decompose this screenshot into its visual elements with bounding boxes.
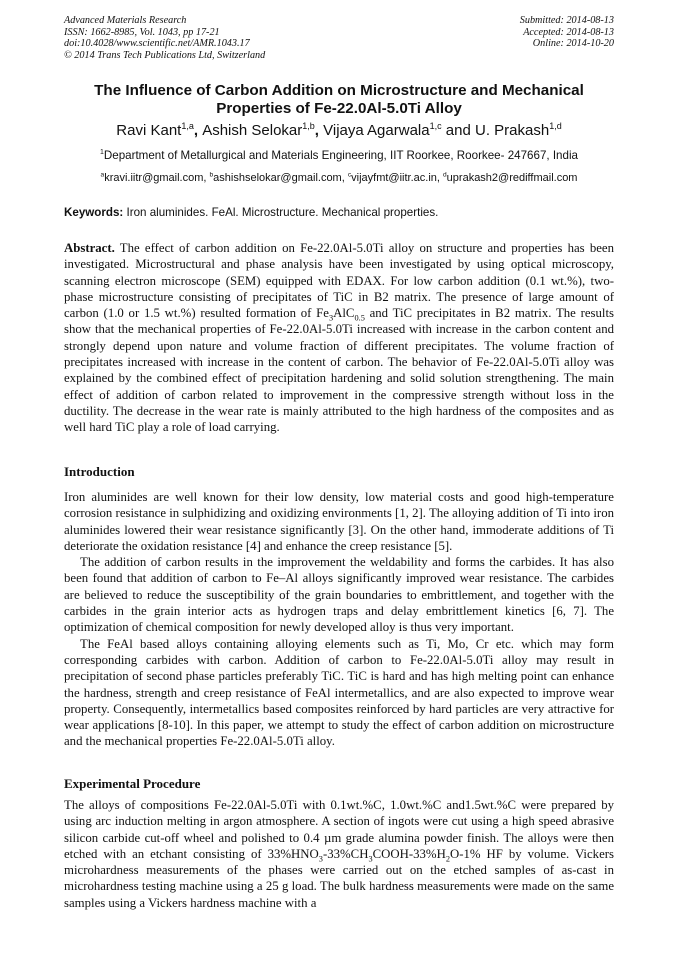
subscript: 3: [328, 313, 334, 323]
title-line-2: Properties of Fe-22.0Al-5.0Ti Alloy: [216, 100, 462, 117]
intro-paragraph-3: The FeAl based alloys containing alloying elements such as Ti, Mo, Cr etc. which may form corresponding carbides with carbon. Addition of carbon to Fe-22.0Al-5.0Ti alloy may result in precipitation of second phase particles preferably TiC. TiC is hard and has high melting point can enhance the hardness, strength and creep resistance of FeAl intermetallics, and are also expected to improve wear property. Consequently, intermetallics based composites reinforced by hard particles are very attractive for wear applications [8-10]. In this paper, we attempt to study the effect of carbon addition on microstructure and the mechanical properties Fe-22.0Al-5.0Ti alloy.: [64, 636, 614, 749]
doi-line[interactable]: doi:10.4028/www.scientific.net/AMR.1043.17: [64, 38, 250, 50]
email-link[interactable]: ashishselokar@gmail.com,: [213, 172, 348, 184]
abstract-text: and TiC precipitates in B2 matrix. The results show that the mechanical properties of Fe-22.0Al-5.0Ti increased with increase in the carbon content and strongly depend upon nature and volume fraction of different precipitates. The volume fraction of precipitates increased with increase in the content of carbon. The behavior of Fe-22.0Al-5.0Ti alloy was explained by the combined effect of precipitation hardening and solid solution strengthening. The main effect of addition of carbon related to improvement in the compressive strength without loss in the ductility. The decrease in the wear rate is mainly attributed to the high hardness of the composites and as well hard TiC play a role of load carrying.: [64, 306, 614, 435]
subscript: 3: [318, 854, 323, 864]
affiliation-text: Department of Metallurgical and Materials Engineering, IIT Roorkee, Roorkee- 247667, India: [103, 149, 578, 162]
affiliation-sup: 1: [100, 149, 104, 157]
abstract-text: AlC: [333, 306, 355, 321]
author-sup: 1,d: [549, 121, 562, 131]
abstract: [64, 240, 614, 436]
subscript: 2: [445, 854, 450, 864]
experimental-section: [64, 797, 614, 911]
author-separator: ,: [193, 122, 203, 139]
journal-name: Advanced Materials Research: [64, 15, 187, 26]
experimental-heading: Experimental Procedure: [64, 776, 201, 791]
email-link[interactable]: kravi.iitr@gmail.com,: [104, 172, 210, 184]
author-name: U. Prakash: [474, 122, 550, 139]
accepted-date: Accepted: 2014-08-13: [523, 26, 614, 38]
keywords: [64, 206, 614, 220]
submitted-date: Submitted: 2014-08-13: [519, 15, 614, 26]
introduction-section: [64, 489, 614, 750]
intro-paragraph-2: The addition of carbon results in the improvement the weldability and forms the carbides. It has also been found that addition of carbon to Fe–Al alloys significantly improved wear resistance. The carbides are believed to reduce the susceptibility of the grain boundaries to embrittlement, and together with the carbides in the grain interior acts as hydrogen traps and delay embrittlement kinetics [6, 7]. The optimization of chemical composition for newly developed alloy is thus very important.: [64, 555, 614, 635]
experimental-text: The alloys of compositions Fe-22.0Al-5.0Ti with 0.1wt.%C, 1.0wt.%C and1.5wt.%C were prepared by using arc induction melting in argon atmosphere. A section of ingots were cut using a high speed abrasive silicon carbide cut-off wheel and polished to 0.4 µm grade alumina powder finish. The alloys were then etched with an etchant consisting of 33%HNO: [64, 798, 614, 861]
intro-paragraph-1: Iron aluminides are well known for their low density, low material costs and good high-temperature corrosion resistance in sulphidizing and oxidizing environments [1, 2]. The alloying addition of Ti into iron aluminides lowered their wear resistance significantly [3]. On the other hand, immoderate additions of Ti deteriorate the oxidation resistance [4] and enhance the creep resistance [5].: [64, 490, 614, 553]
author-sup: 1,a: [181, 121, 194, 131]
title-line-1: The Influence of Carbon Addition on Microstructure and Mechanical: [94, 82, 584, 99]
experimental-text: O-1% HF by volume. Vickers microhardness measurements of the phases were carried out on the etched samples of as-cast in microhardness testing machine using a 25 g load. The bulk hardness measurements were made on the same samples using a Vickers hardness machine with a: [64, 846, 614, 910]
paper-title: [40, 82, 638, 118]
experimental-text: COOH-33%H: [372, 846, 446, 861]
experimental-paragraph: [64, 797, 614, 911]
author-separator: and: [441, 122, 475, 139]
email-sup: a: [100, 171, 105, 179]
email-sup: d: [443, 171, 447, 179]
issn-line: ISSN: 1662-8985, Vol. 1043, pp 17-21: [64, 26, 220, 38]
keywords-label: Keywords:: [64, 206, 124, 219]
copyright-line: © 2014 Trans Tech Publications Ltd, Switzerland: [64, 49, 266, 61]
journal-info: [64, 15, 265, 61]
dates-info: [520, 15, 614, 50]
author-sup: 1,b: [302, 121, 315, 131]
email-list: [30, 171, 648, 185]
author-list: [30, 122, 648, 140]
email-sup: c: [347, 171, 352, 179]
online-date: Online: 2014-10-20: [532, 38, 614, 50]
email-link[interactable]: uprakash2@rediffmail.com: [446, 172, 578, 184]
introduction-heading: Introduction: [64, 464, 135, 479]
author-separator: ,: [314, 122, 324, 139]
abstract-paragraph: [64, 240, 614, 436]
abstract-text: The effect of carbon addition on Fe-22.0Al-5.0Ti alloy on structure and properties has been investigated. Microstructural and phase analysis have been investigated by using optical microscopy, scanning electron microscope (SEM) equipped with EDAX. For low carbon addition (0.1 wt.%), two-phase microstructure consisting of precipitates of TiC in B2 matrix. The presence of large amount of carbon (1.0 or 1.5 wt.%) resulted formation of Fe: [64, 241, 614, 321]
abstract-label: Abstract.: [64, 241, 115, 255]
author-name: Ashish Selokar: [202, 122, 303, 139]
author-name: Vijaya Agarwala: [323, 122, 430, 139]
affiliation: [30, 149, 648, 163]
subscript: 0.5: [354, 313, 365, 323]
author-name: Ravi Kant: [116, 122, 182, 139]
keywords-text: Iron aluminides. FeAl. Microstructure. Mechanical properties.: [123, 206, 439, 219]
email-link[interactable]: vijayfmt@iitr.ac.in,: [351, 172, 443, 184]
email-sup: b: [209, 171, 214, 179]
author-sup: 1,c: [429, 121, 442, 131]
experimental-text: -33%CH: [322, 846, 369, 861]
subscript: 3: [368, 854, 373, 864]
